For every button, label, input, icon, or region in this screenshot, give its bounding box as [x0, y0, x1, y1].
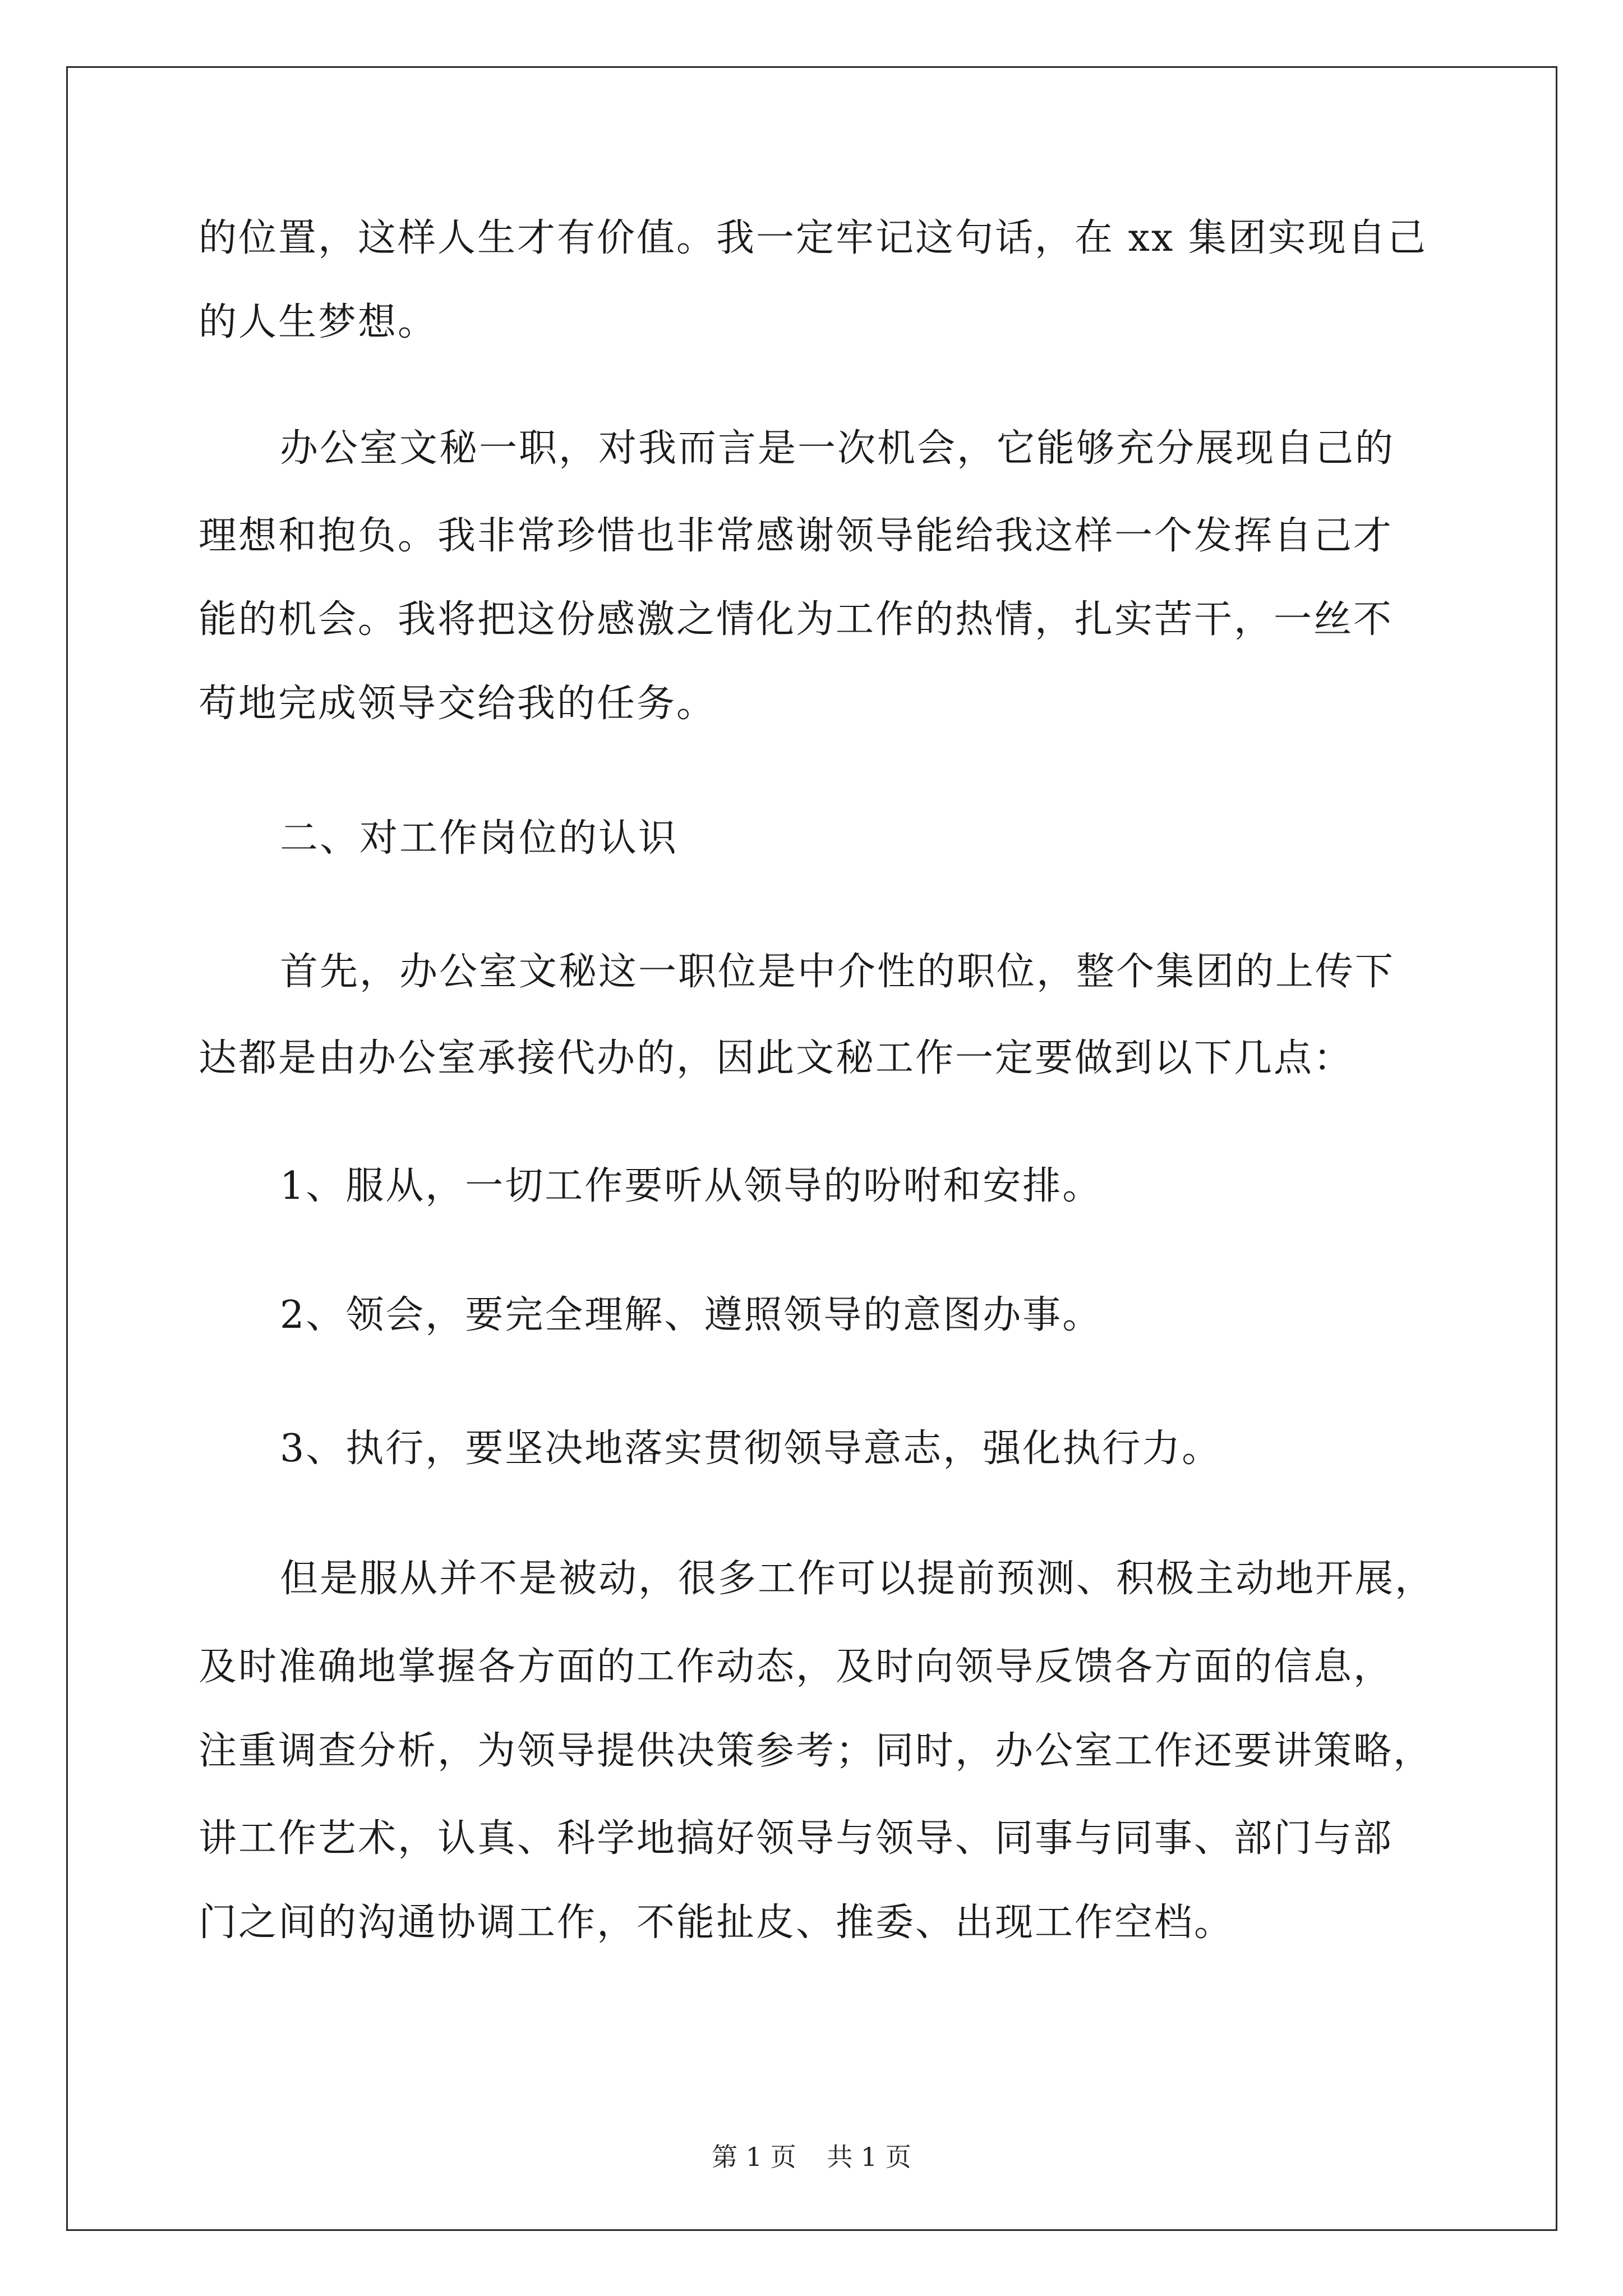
section-heading: 二、对工作岗位的认识 [280, 816, 679, 861]
list-item: 3、执行，要坚决地落实贯彻领导意志，强化执行力。 [280, 1427, 1222, 1471]
text-line: 及时准确地掌握各方面的工作动态，及时向领导反馈各方面的信息， [199, 1645, 1394, 1689]
page-total: 共 1 页 [827, 2142, 911, 2172]
text-line: 注重调查分析，为领导提供决策参考；同时，办公室工作还要讲策略， [199, 1729, 1433, 1773]
list-item: 1、服从，一切工作要听从领导的吩咐和安排。 [280, 1164, 1103, 1208]
page-footer [0, 2140, 1623, 2174]
list-item: 2、领会，要完全理解、遵照领导的意图办事。 [280, 1293, 1103, 1337]
text-line: 的人生梦想。 [199, 300, 438, 344]
text-line: 能的机会。我将把这份感激之情化为工作的热情，扎实苦干，一丝不 [199, 597, 1394, 642]
text-line: 达都是由办公室承接代办的，因此文秘工作一定要做到以下几点： [199, 1036, 1354, 1080]
text-line: 门之间的沟通协调工作，不能扯皮、推委、出现工作空档。 [199, 1901, 1234, 1945]
text-line: 理想和抱负。我非常珍惜也非常感谢领导能给我这样一个发挥自己才 [199, 514, 1394, 558]
paragraph-line: 但是服从并不是被动，很多工作可以提前预测、积极主动地开展， [280, 1557, 1435, 1601]
text-line: 讲工作艺术，认真、科学地搞好领导与领导、同事与同事、部门与部 [199, 1816, 1394, 1861]
text-line: 的位置，这样人生才有价值。我一定牢记这句话，在 xx 集团实现自己 [199, 216, 1427, 260]
paragraph-line: 办公室文秘一职，对我而言是一次机会，它能够充分展现自己的 [280, 426, 1395, 471]
paragraph-line: 首先，办公室文秘这一职位是中介性的职位，整个集团的上传下 [280, 950, 1395, 994]
page-number: 第 1 页 [712, 2142, 796, 2172]
text-line: 苟地完成领导交给我的任务。 [199, 682, 717, 726]
